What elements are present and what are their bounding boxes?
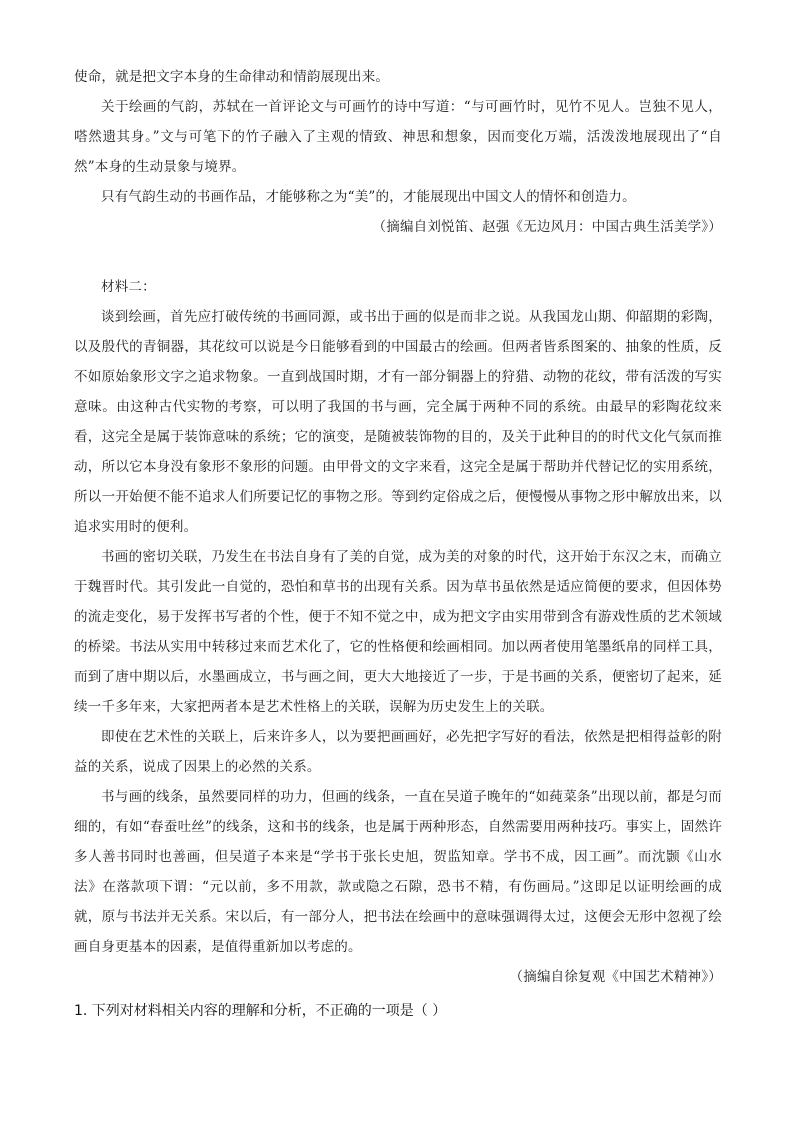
question-one: 1. 下列对材料相关内容的理解和分析，不正确的一项是（ ）: [74, 1003, 447, 1019]
paragraph-qiyun: 关于绘画的气韵，苏轼在一首评论文与可画竹的诗中写道：“与可画竹时，见竹不见人。岂独不见人，嗒然遗其身。”文与可笔下的竹子融入了主观的情致、神思和想象，因而变化万端，活泼泼地展现出了“自然”本身的生动景象与境界。: [74, 99, 722, 175]
material-two: [74, 272, 722, 992]
material-two-heading: 材料二：: [101, 279, 156, 295]
paragraph-one: 谈到绘画，首先应打破传统的书画同源，或书出于画的似是而非之说。从我国龙山期、仰韶期的彩陶，以及殷代的青铜器，其花纹可以说是今日能够看到的中国最古的绘画。但两者皆系图案的、抽象的性质，反不如原始象形文字之追求物象。一直到战国时期，才有一部分铜器上的狩猎、动物的花纹，带有活泼的写实意味。由这种古代实物的考察，可以明了我国的书与画，完全属于两种不同的系统。由最早的彩陶花纹来看，这完全是属于装饰意味的系统；它的演变，是随被装饰物的目的，及关于此种目的的时代文化气氛而推动，所以它本身没有象形不象形的问题。由甲骨文的文字来看，这完全是属于帮助并代替记忆的实用系统，所以一开始便不能不追求人们所要记忆的事物之形。等到约定俗成之后，便慢慢从事物之形中解放出来，以追求实用时的便利。: [74, 309, 722, 535]
paragraph-conclusion: 只有气韵生动的书画作品，才能够称之为“美”的，才能展现出中国文人的情怀和创造力。: [101, 189, 636, 205]
paragraph-two: 书画的密切关联，乃发生在书法自身有了美的自觉，成为美的对象的时代，这开始于东汉之末，而确立于魏晋时代。其引发此一自觉的，恐怕和草书的出现有关系。因为草书虽依然是适应简便的要求，但因体势的流走变化，易于发挥书写者的个性，便于不知不觉之中，成为把文字由实用带到含有游戏性质的艺术领域的桥梁。书法从实用中转移过来而艺术化了，它的性格便和绘画相同。加以两者使用笔墨纸帛的同样工具，而到了唐中期以后，水墨画成立，书与画之间，更大大地接近了一步，于是书画的关系，便密切了起来，延续一千多年来，大家把两者本是艺术性格上的关联，误解为历史发生上的关联。: [74, 549, 722, 715]
paragraph-four: 书与画的线条，虽然要同样的功力，但画的线条，一直在吴道子晚年的“如莼菜条”出现以前，都是匀而细的，有如“春蚕吐丝”的线条，这和书的线条，也是属于两种形态，自然需要用两种技巧。事实上，固然许多人善书同时也善画，但吴道子本来是“学书于张长史旭，贺监知章。学书不成，因工画”。而沈颢《山水法》在落款项下谓：“元以前，多不用款，款或隐之石隙，恐书不精，有伤画局。”这即足以证明绘画的成就，原与书法并无关系。宋以后，有一部分人，把书法在绘画中的意味强调得太过，这便会无形中忽视了绘画自身更基本的因素，是值得重新加以考虑的。: [74, 789, 722, 955]
paragraph-continued: 使命，就是把文字本身的生命律动和情韵展现出来。: [74, 69, 390, 85]
material-one-tail: [74, 62, 722, 242]
paragraph-three: 即使在艺术性的关联上，后来许多人，以为要把画画好，必先把字写好的看法，依然是把相得益彰的附益的关系，说成了因果上的必然的关系。: [74, 729, 722, 775]
source-citation-one: （摘编自刘悦笛、赵强《无边风月：中国古典生活美学》）: [372, 219, 722, 235]
source-citation-two: （摘编自徐复观《中国艺术精神》）: [509, 969, 722, 985]
